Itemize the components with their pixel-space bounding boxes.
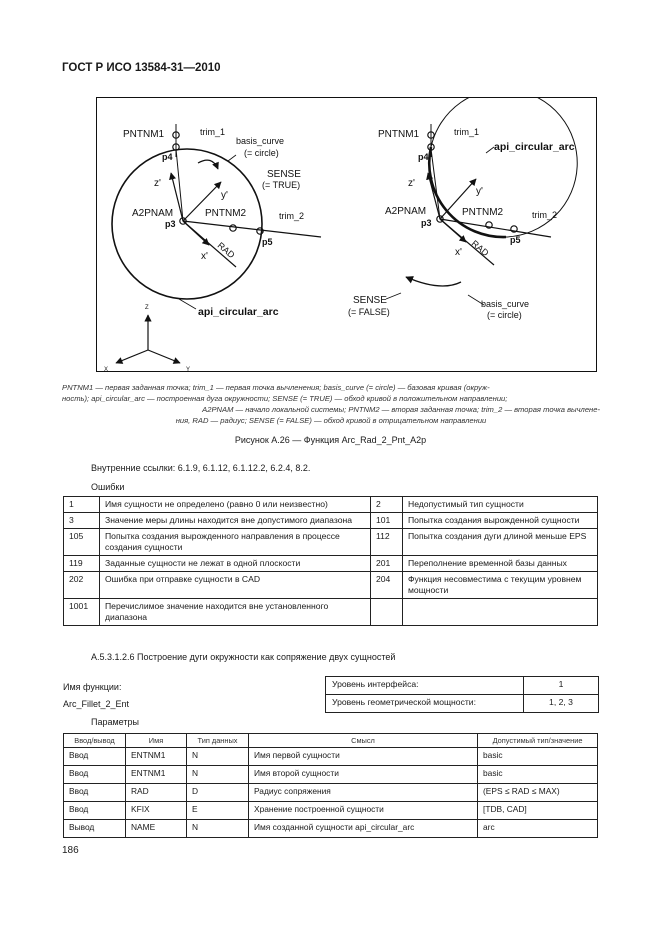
- right-p4-label: p4: [418, 152, 429, 162]
- table-row: [64, 529, 598, 556]
- right-z-label: z': [408, 178, 415, 189]
- error-message: [403, 599, 598, 626]
- error-message: Переполнение временной базы данных: [403, 556, 598, 572]
- column-header: Тип данных: [187, 734, 249, 748]
- param-allowed: [TDB, CAD]: [478, 802, 598, 820]
- table-row: [64, 802, 598, 820]
- level-value: 1, 2, 3: [524, 695, 599, 713]
- param-io: Ввод: [64, 784, 126, 802]
- param-allowed: basic: [478, 748, 598, 766]
- left-pntnm2-label: PNTNM2: [205, 208, 247, 219]
- error-code: 1: [64, 497, 100, 513]
- right-arc-label: api_circular_arc: [494, 141, 575, 153]
- param-io: Вывод: [64, 820, 126, 838]
- level-value: 1: [524, 677, 599, 695]
- param-meaning: Имя второй сущности: [249, 766, 478, 784]
- param-name: NAME: [126, 820, 187, 838]
- error-message: Перечислимое значение находится вне установленного диапазона: [100, 599, 371, 626]
- left-trim1-label: trim_1: [200, 127, 226, 137]
- param-type: E: [187, 802, 249, 820]
- table-header-row: [64, 734, 598, 748]
- right-sense-label: SENSE: [353, 295, 387, 306]
- error-code: 1001: [64, 599, 100, 626]
- left-pntnm1-label: PNTNM1: [123, 129, 165, 140]
- param-meaning: Имя созданной сущности api_circular_arc: [249, 820, 478, 838]
- section-heading: А.5.3.1.2.6 Построение дуги окружности как сопряжение двух сущностей: [91, 652, 396, 662]
- param-type: D: [187, 784, 249, 802]
- table-row: [64, 513, 598, 529]
- figure-title: Рисунок А.26 — Функция Arc_Rad_2_Pnt_A2p: [234, 435, 427, 445]
- error-message: Функция несовместима с текущим уровнем мощности: [403, 572, 598, 599]
- right-a2pnam-label: A2PNAM: [385, 206, 427, 217]
- left-true-label: (= TRUE): [262, 180, 301, 190]
- param-allowed: (EPS ≤ RAD ≤ MAX): [478, 784, 598, 802]
- error-message: Имя сущности не определено (равно 0 или неизвестно): [100, 497, 371, 513]
- right-trim2-label: trim_2: [532, 210, 558, 220]
- axis-y-label: Y: [186, 367, 191, 372]
- table-row: [326, 677, 599, 695]
- left-sense-label: SENSE: [267, 169, 301, 180]
- figure-diagram: [96, 97, 597, 372]
- right-circle-label: (= circle): [487, 310, 522, 320]
- function-block: [63, 679, 129, 713]
- right-y-label: y': [476, 186, 483, 197]
- params-label: Параметры: [91, 717, 139, 727]
- error-message: Попытка создания дуги длиной меньше EPS: [403, 529, 598, 556]
- param-meaning: Имя первой сущности: [249, 748, 478, 766]
- left-a2pnam-label: A2PNAM: [132, 208, 174, 219]
- error-message: Попытка создания вырожденной сущности: [403, 513, 598, 529]
- left-trim2-label: trim_2: [279, 211, 305, 221]
- left-p3-label: p3: [165, 219, 176, 229]
- left-y-label: y': [221, 190, 228, 201]
- caption-line: ния, RAD — радиус; SENSE (= FALSE) — обход кривой в отрицательном направлении: [175, 416, 487, 425]
- right-basis-curve-label: basis_curve: [481, 299, 530, 309]
- error-code: 2: [371, 497, 403, 513]
- right-p5-label: p5: [510, 235, 521, 245]
- error-message: Попытка создания вырожденного направления в процессе создания сущности: [100, 529, 371, 556]
- right-p3-label: p3: [421, 218, 432, 228]
- left-p4-label: p4: [162, 152, 173, 162]
- table-row: [64, 784, 598, 802]
- left-basis-curve-label: basis_curve: [236, 136, 285, 146]
- table-row: [64, 497, 598, 513]
- errors-label: Ошибки: [91, 482, 125, 492]
- right-false-label: (= FALSE): [348, 307, 390, 317]
- table-row: [64, 766, 598, 784]
- axis-z-label: Z: [145, 305, 149, 311]
- error-code: 105: [64, 529, 100, 556]
- caption-line: A2PNAM — начало локальной системы; PNTNM2 — вторая заданная точка; trim_2 — вторая точка вычлене-: [202, 405, 600, 414]
- right-x-label: x': [455, 247, 462, 258]
- level-label: Уровень геометрической мощности:: [326, 695, 524, 713]
- param-io: Ввод: [64, 766, 126, 784]
- param-name: ENTNM1: [126, 748, 187, 766]
- param-type: N: [187, 766, 249, 784]
- table-row: [64, 599, 598, 626]
- param-meaning: Радиус сопряжения: [249, 784, 478, 802]
- error-message: Недопустимый тип сущности: [403, 497, 598, 513]
- left-arc-label: api_circular_arc: [198, 306, 279, 318]
- function-name: Arc_Fillet_2_Ent: [63, 699, 130, 709]
- param-io: Ввод: [64, 802, 126, 820]
- right-trim1-label: trim_1: [454, 127, 480, 137]
- error-code: 201: [371, 556, 403, 572]
- table-row: [326, 695, 599, 713]
- internal-references: Внутренние ссылки: 6.1.9, 6.1.12, 6.1.12.2, 6.2.4, 8.2.: [91, 463, 311, 473]
- axis-x-label: X: [104, 367, 109, 372]
- param-meaning: Хранение построенной сущности: [249, 802, 478, 820]
- error-code: 3: [64, 513, 100, 529]
- table-row: [64, 572, 598, 599]
- caption-line: ность); api_circular_arc — построенная дуга окружности; SENSE (= TRUE) — обход кривой в положительном направлении;: [62, 394, 508, 403]
- column-header: Допустимый тип/значение: [478, 734, 598, 748]
- page-number: 186: [62, 845, 79, 856]
- error-code: [371, 599, 403, 626]
- error-message: Значение меры длины находится вне допустимого диапазона: [100, 513, 371, 529]
- param-type: N: [187, 820, 249, 838]
- column-header: Имя: [126, 734, 187, 748]
- table-row: [64, 748, 598, 766]
- right-pntnm1-label: PNTNM1: [378, 129, 420, 140]
- column-header: Смысл: [249, 734, 478, 748]
- param-allowed: arc: [478, 820, 598, 838]
- document-header: ГОСТ Р ИСО 13584-31—2010: [62, 62, 221, 74]
- error-code: 112: [371, 529, 403, 556]
- left-x-label: x': [201, 251, 208, 262]
- axes-icon: [116, 315, 180, 363]
- right-rad-label: RAD: [469, 238, 491, 259]
- error-code: 202: [64, 572, 100, 599]
- levels-table: [325, 676, 599, 713]
- param-allowed: basic: [478, 766, 598, 784]
- error-code: 204: [371, 572, 403, 599]
- level-label: Уровень интерфейса:: [326, 677, 524, 695]
- table-row: [64, 556, 598, 572]
- left-p5-label: p5: [262, 237, 273, 247]
- error-message: Заданные сущности не лежат в одной плоскости: [100, 556, 371, 572]
- column-header: Ввод/вывод: [64, 734, 126, 748]
- param-type: N: [187, 748, 249, 766]
- param-name: ENTNM1: [126, 766, 187, 784]
- function-label: Имя функции:: [63, 682, 122, 692]
- param-name: KFIX: [126, 802, 187, 820]
- figure-caption: [62, 382, 600, 426]
- left-rad-label: RAD: [215, 240, 237, 261]
- param-io: Ввод: [64, 748, 126, 766]
- left-z-label: z': [154, 178, 161, 189]
- left-circle-label: (= circle): [244, 148, 279, 158]
- right-pntnm2-label: PNTNM2: [462, 207, 504, 218]
- caption-line: PNTNM1 — первая заданная точка; trim_1 — первая точка вычленения; basis_curve (= circle) — базовая кривая (окруж-: [62, 383, 490, 392]
- error-message: Ошибка при отправке сущности в CAD: [100, 572, 371, 599]
- param-name: RAD: [126, 784, 187, 802]
- params-table: [63, 733, 598, 838]
- error-code: 119: [64, 556, 100, 572]
- error-code: 101: [371, 513, 403, 529]
- errors-table: [63, 496, 598, 626]
- table-row: [64, 820, 598, 838]
